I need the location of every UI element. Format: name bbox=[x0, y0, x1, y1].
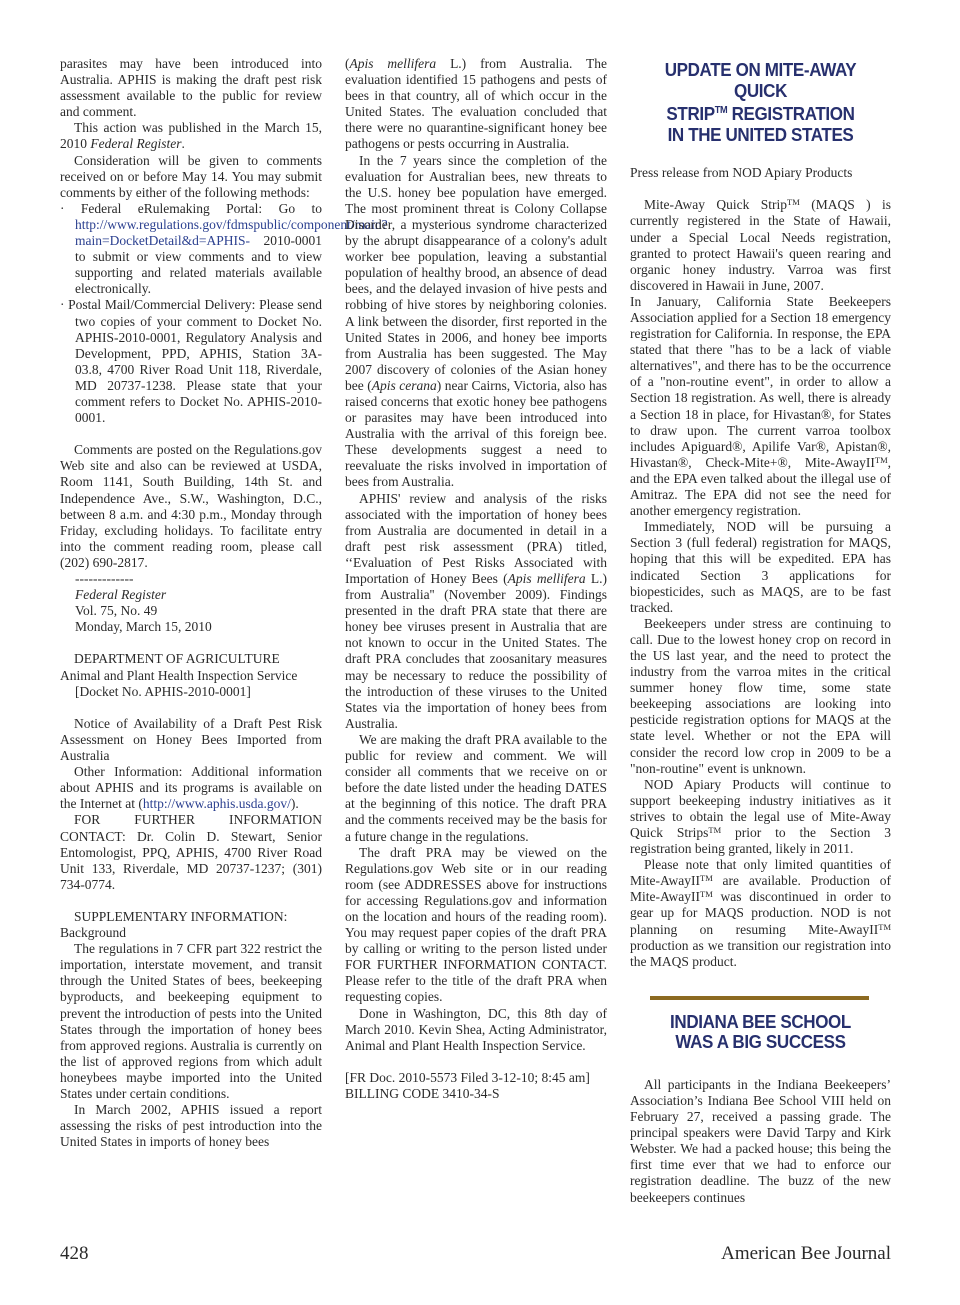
paragraph: Mite-Away Quick Strip™ (MAQS ) is currently registered in the State of Hawaii, under a Special Local Needs registration, granted to protect Hawaii's queen rearing and organic honey industry. Varroa was first discovered in Hawaii in June, 2007. bbox=[630, 197, 891, 293]
paragraph: parasites may have been introduced into Australia. APHIS is making the draft pest risk assessment available to the public for review and comment. bbox=[60, 56, 322, 120]
paragraph: In the 7 years since the completion of the evaluation for Australian bees, new threats to the U.S. honey bee population have emerged. The most prominent threat is Colony Collapse Disorder, a mysterious syndrome characterized by the abrupt disappearance of a colony's adult worker bee population, leaving a substantial population of healthy brood, an absence of dead bees, and the delayed invasion of hive pests and robbing of hive stores by neighboring colonies. A link between the disorder, first reported in the United States in 2006, and honey bee imports from Australia has been suggested. The May 2007 discovery of colonies of the Asian honey bee (Apis cerana) near Cairns, Victoria, also has raised concerns that exotic honey bee pathogens or parasites may have been introduced into Australia with the arrival of this foreign bee. These developments suggest a need to reevaluate the risks involved in importation of bees from Australia. bbox=[345, 152, 607, 490]
journal-name: American Bee Journal bbox=[721, 1243, 891, 1264]
article-column-2 bbox=[345, 56, 607, 1102]
trademark: TM bbox=[878, 921, 891, 932]
list-item: · Federal eRulemaking Portal: Go to http://www.regulations.gov/fdmspublic/component/main?main=DocketDetail&d=APHIS- 2010-0001 to submit or view comments and to view supporting and related materials available electronically. bbox=[60, 200, 388, 297]
trademark: TM bbox=[787, 197, 800, 208]
section-divider bbox=[650, 996, 869, 1000]
list-item: · Postal Mail/Commercial Delivery: Please send two copies of your comment to Docket No. APHIS-2010-0001, Regulatory Analysis and Development, PPD, APHIS, Station 3A- 03.8, 4700 River Road Unit 118, Riverdale, MD 20737-1238. Please state that your comment refers to Docket No. APHIS-2010-0001. bbox=[60, 297, 322, 426]
fr-title: Federal Register bbox=[75, 587, 167, 603]
paragraph: (Apis mellifera L.) from Australia. The evaluation identified 15 pathogens and pests of bees in that country, all of which occur in the United States. The evaluation concluded that there were no quarantine-significant honey bee pathogens or pests occurring in Australia. bbox=[345, 56, 607, 152]
aphis-link[interactable]: http://www.aphis.usda.gov/ bbox=[142, 796, 291, 812]
paragraph: Comments are posted on the Regulations.gov Web site and also can be reviewed at USDA, Room 1141, South Building, 14th St. and Independence Ave., S.W., Washington, D.C., between 8 a.m. and 4:30 p.m., Monday through Friday, excluding holidays. To facilitate entry into the comment reading room, please call (202) 690-2817. bbox=[60, 442, 322, 570]
paragraph: Done in Washington, DC, this 8th day of March 2010. Kevin Shea, Acting Administrator, Animal and Plant Health Inspection Service. bbox=[345, 1005, 607, 1053]
paragraph: In March 2002, APHIS issued a report assessing the risks of pest introduction into the United States in imports of honey bees bbox=[60, 1102, 322, 1150]
page-number: 428 bbox=[60, 1243, 89, 1264]
paragraph: Immediately, NOD will be pursuing a Section 3 (full federal) registration for MAQS, hoping that this will be expedited. EPA has indicated Section 3 applications for biopesticides, such as MAQS, are to be fast tracked. bbox=[630, 519, 891, 615]
paragraph: In January, California State Beekeepers Association applied for a Section 18 emergency registration for California. In response, the EPA stated that there "has to be a lack of viable alternatives", and there has to be the occurrence of a "non-routine event", in order to allow a Section 18 registration. As well, there is already a Section 18 in place, for Hivastan®, for States to draw upon. The current varroa toolbox includes Apiguard®, Apilife Var®, Apistan®, Hivastan®, Check-Mite+®, Mite-AwayII™, and the EPA even talked about the illegal use of Amitraz. The EPA did not see the need for another emergency registration. bbox=[630, 293, 891, 519]
trademark: TM bbox=[700, 889, 713, 900]
regulations-link[interactable]: http://www.regulations.gov/fdmspublic/component/main?main=DocketDetail&d=APHIS- bbox=[75, 216, 388, 249]
paragraph: APHIS' review and analysis of the risks associated with the importation of honey bees from Australia are documented in detail in a draft pest risk assessment (PRA) titled, ‘‘Evaluation of Pest Risks Associated with Importation of Honey Bees (Apis mellifera L.) from Australia'' (November 2009). Findings presented in the draft PRA state that there are honey bee viruses present in Australia that are not known to occur in the United States. The draft PRA concludes that zoosanitary measures may be necessary to reduce the possibility of the introduction of these viruses to the United States via the importation of honey bees from Australia. bbox=[345, 490, 607, 731]
agency: Animal and Plant Health Inspection Service bbox=[60, 667, 298, 683]
paragraph: We are making the draft PRA available to the public for review and comment. We will consider all comments that we receive on or before the date listed under the heading DATES at the beginning of this notice. The draft PRA and the comments received may be the basis for a future change in the regulations. bbox=[345, 731, 607, 844]
notice-title: Notice of Availability of a Draft Pest Risk Assessment on Honey Bees Imported from Australia bbox=[60, 715, 322, 764]
paragraph: All participants in the Indiana Beekeepers’ Association’s Indiana Bee School VIII held on February 27, received a passing grade. The principal speakers were David Tarpy and Kirk Webster. We had a packed house; this being the first time ever that we had to enforce our registration deadline. The buzz of the new beekeepers continues bbox=[630, 1076, 891, 1205]
docket-number: [Docket No. APHIS-2010-0001] bbox=[75, 683, 251, 699]
article-heading-maqs: UPDATE ON MITE-AWAY QUICK STRIP™ REGISTRATION IN THE UNITED STATES bbox=[664, 59, 857, 145]
paragraph: Beekeepers under stress are continuing to call. Due to the lowest honey crop on record in the US last year, and the need to protect the industry from the varroa mites in the critical summer honey flow time, some state beekeeping associations are looking into pesticide registration options for MAQS at the state level. Whether or not the EPA will consider the record low crop in 2009 to be a "non-routine" event is unknown. bbox=[630, 615, 891, 776]
department: DEPARTMENT OF AGRICULTURE bbox=[74, 651, 280, 667]
trademark: TM bbox=[708, 825, 722, 835]
background-heading: Background bbox=[60, 925, 126, 941]
supplementary-heading: SUPPLEMENTARY INFORMATION: bbox=[74, 908, 288, 924]
article-heading-bee-school: INDIANA BEE SCHOOL WAS A BIG SUCCESS bbox=[670, 1010, 851, 1053]
fr-volume: Vol. 75, No. 49 bbox=[75, 603, 158, 619]
billing-code: BILLING CODE 3410-34-S bbox=[345, 1086, 500, 1101]
paragraph: FOR FURTHER INFORMATION CONTACT: Dr. Colin D. Stewart, Senior Entomologist, PPQ, APHIS, 4700 River Road Unit 133, Riverdale, MD 20737-1237; (301) 734-0774. bbox=[60, 812, 322, 892]
paragraph: This action was published in the March 15, 2010 Federal Register. bbox=[60, 120, 322, 152]
paragraph: Please note that only limited quantities of Mite-AwayII™ are available. Production of Mite-AwayII™ was discontinued in order to gear up for MAQS production. NOD is not planning on resuming Mite-AwayII™ production as we transition our registration into the MAQS product. bbox=[630, 857, 891, 969]
paragraph: Consideration will be given to comments received on or before May 14. You may submit comments by either of the following methods: bbox=[60, 152, 322, 200]
article-column-1 bbox=[60, 56, 388, 1150]
trademark: TM bbox=[874, 454, 888, 465]
paragraph: NOD Apiary Products will continue to support beekeeping industry initiatives as it strives to obtain the legal use of Mite-Away Quick Strips™ prior to the Section 3 registration being granted, likely in 2011. bbox=[630, 776, 891, 857]
paragraph: The draft PRA may be viewed on the Regulations.gov Web site or in our reading room (see ADDRESSES above for instructions for accessing Regulations.gov and information on the location and hours of the reading room). You may request paper copies of the draft PRA by calling or writing to the person listed under FOR FURTHER INFORMATION CONTACT. Please refer to the title of the draft PRA when requesting copies. bbox=[345, 844, 607, 1005]
fr-doc: [FR Doc. 2010-5573 Filed 3-12-10; 8:45 am] bbox=[345, 1069, 590, 1085]
separator: ------------- bbox=[75, 571, 134, 586]
paragraph: The regulations in 7 CFR part 322 restrict the importation, interstate movement, and transit through the United States of bees, beekeeping byproducts, and beekeeping equipment to prevent the introduction of pests into the United States through the importation of honey bees from approved regions. Australia is currently on the list of approved regions from which adult honeybees maybe imported into the United States under certain conditions. bbox=[60, 941, 322, 1101]
article-column-3 bbox=[630, 56, 891, 1206]
paragraph: Other Information: Additional information about APHIS and its programs is available on the Internet at (http://www.aphis.usda.gov/). bbox=[60, 764, 322, 812]
fr-date: Monday, March 15, 2010 bbox=[75, 619, 212, 635]
press-release-line: Press release from NOD Apiary Products bbox=[630, 165, 853, 181]
trademark: TM bbox=[700, 873, 713, 884]
